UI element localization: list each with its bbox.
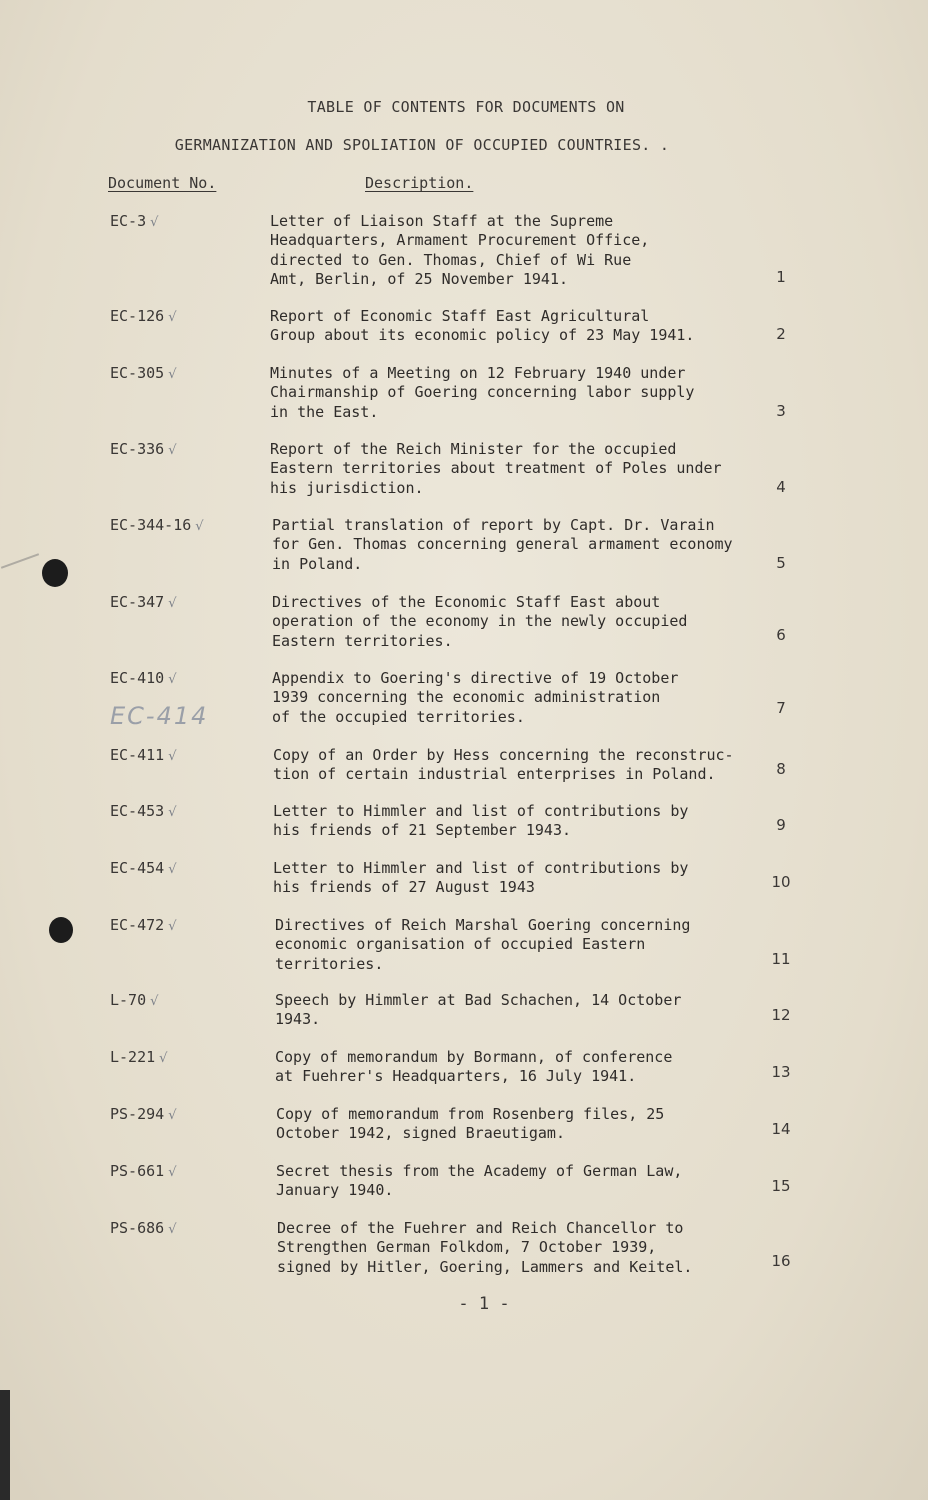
edge-mark: [1, 553, 39, 569]
entry-description: [270, 307, 770, 346]
document-number: EC-336 √: [110, 440, 177, 458]
description-line: his jurisdiction.: [270, 478, 424, 497]
document-number: PS-661 √: [110, 1162, 177, 1180]
entry-description: [273, 746, 773, 785]
checkmark-icon: √: [195, 519, 204, 534]
description-line: Amt, Berlin, of 25 November 1941.: [270, 269, 569, 288]
description-line: Letter to Himmler and list of contributions by: [273, 802, 689, 820]
description-line: Report of the Reich Minister for the occupied: [270, 440, 677, 458]
checkmark-icon: √: [150, 994, 159, 1009]
description-line: Headquarters, Armament Procurement Office,: [270, 231, 650, 250]
entry-description: [277, 1219, 777, 1277]
page-reference: 4: [776, 478, 786, 496]
entry-description: [276, 1105, 776, 1144]
description-line: 1939 concerning the economic administration: [272, 688, 661, 707]
description-line: Letter of Liaison Staff at the Supreme: [270, 212, 614, 230]
page-reference: 9: [776, 816, 786, 834]
checkmark-icon: √: [168, 1165, 177, 1180]
page-reference: 6: [776, 626, 786, 644]
description-line: Partial translation of report by Capt. Dr. Varain: [272, 516, 715, 534]
description-line: Letter to Himmler and list of contributions by: [273, 859, 689, 877]
document-number: L-221 √: [110, 1048, 168, 1066]
document-number: EC-411 √: [110, 746, 177, 764]
column-header-description: Description.: [365, 174, 474, 192]
description-line: Copy of an Order by Hess concerning the reconstruc-: [273, 746, 734, 764]
entry-description: [272, 669, 772, 727]
entry-description: [273, 859, 773, 898]
page-reference: 16: [771, 1252, 791, 1270]
checkmark-icon: √: [168, 1108, 177, 1123]
page-reference: 2: [776, 325, 786, 343]
document-number: EC-410 √: [110, 669, 177, 687]
description-line: in Poland.: [272, 554, 363, 573]
description-line: Chairmanship of Goering concerning labor supply: [270, 383, 695, 402]
checkmark-icon: √: [168, 596, 177, 611]
page-reference: 7: [776, 699, 786, 717]
description-line: Minutes of a Meeting on 12 February 1940 under: [270, 364, 686, 382]
entry-description: [276, 1162, 776, 1201]
checkmark-icon: √: [168, 367, 177, 382]
description-line: Decree of the Fuehrer and Reich Chancellor to: [277, 1219, 684, 1237]
checkmark-icon: √: [150, 215, 159, 230]
description-line: operation of the economy in the newly occupied: [272, 612, 688, 631]
page-reference: 10: [771, 873, 791, 891]
handwritten-note: EC-414: [110, 702, 209, 730]
document-number: EC-126 √: [110, 307, 177, 325]
checkmark-icon: √: [168, 443, 177, 458]
punch-hole: [42, 559, 68, 587]
description-line: Directives of Reich Marshal Goering concerning: [275, 916, 691, 934]
description-line: Appendix to Goering's directive of 19 October: [272, 669, 679, 687]
page-reference: 12: [771, 1006, 791, 1024]
entry-description: [275, 1048, 775, 1087]
description-line: in the East.: [270, 402, 379, 421]
page-reference: 3: [776, 402, 786, 420]
description-line: economic organisation of occupied Eastern: [275, 935, 646, 954]
description-line: Copy of memorandum by Bormann, of conference: [275, 1048, 673, 1066]
document-number: L-70 √: [110, 991, 159, 1009]
description-line: October 1942, signed Braeutigam.: [276, 1124, 565, 1143]
checkmark-icon: √: [168, 672, 177, 687]
page-reference: 14: [771, 1120, 791, 1138]
description-line: Secret thesis from the Academy of German Law,: [276, 1162, 683, 1180]
entry-description: [270, 212, 770, 289]
entry-description: [275, 916, 775, 974]
description-line: territories.: [275, 954, 384, 973]
description-line: for Gen. Thomas concerning general armament economy: [272, 535, 733, 554]
checkmark-icon: √: [168, 862, 177, 877]
page-reference: 1: [776, 268, 786, 286]
description-line: Group about its economic policy of 23 May 1941.: [270, 326, 695, 345]
column-header-document: Document No.: [108, 174, 217, 192]
description-line: Eastern territories about treatment of Poles under: [270, 459, 722, 478]
description-line: Strengthen German Folkdom, 7 October 1939,: [277, 1238, 657, 1257]
page-number-footer: - 1 -: [458, 1294, 510, 1314]
document-number: EC-347 √: [110, 593, 177, 611]
title-line-2: GERMANIZATION AND SPOLIATION OF OCCUPIED COUNTRIES. .: [174, 136, 670, 154]
document-number: PS-686 √: [110, 1219, 177, 1237]
checkmark-icon: √: [168, 310, 177, 325]
description-line: Eastern territories.: [272, 631, 453, 650]
document-number: EC-454 √: [110, 859, 177, 877]
entry-description: [273, 802, 773, 841]
description-line: Directives of the Economic Staff East about: [272, 593, 661, 611]
description-line: his friends of 27 August 1943: [273, 878, 535, 897]
description-line: directed to Gen. Thomas, Chief of Wi Rue: [270, 250, 632, 269]
entry-description: [275, 991, 775, 1030]
description-line: tion of certain industrial enterprises in Poland.: [273, 765, 716, 784]
page-reference: 8: [776, 760, 786, 778]
page-reference: 15: [771, 1177, 791, 1195]
document-number: EC-453 √: [110, 802, 177, 820]
page-reference: 11: [771, 950, 791, 968]
description-line: 1943.: [275, 1010, 321, 1029]
checkmark-icon: √: [168, 1222, 177, 1237]
title-line-1: TABLE OF CONTENTS FOR DOCUMENTS ON: [307, 98, 625, 116]
checkmark-icon: √: [168, 749, 177, 764]
entry-description: [272, 593, 772, 651]
entry-description: [272, 516, 772, 574]
description-line: Report of Economic Staff East Agricultural: [270, 307, 650, 325]
entry-description: [270, 364, 770, 422]
page-reference: 13: [771, 1063, 791, 1081]
description-line: Speech by Himmler at Bad Schachen, 14 October: [275, 991, 682, 1009]
entry-description: [270, 440, 770, 498]
description-line: Copy of memorandum from Rosenberg files, 25: [276, 1105, 665, 1123]
description-line: January 1940.: [276, 1181, 394, 1200]
binding-edge: [0, 1390, 10, 1500]
description-line: of the occupied territories.: [272, 707, 525, 726]
document-number: EC-3 √: [110, 212, 159, 230]
document-number: EC-305 √: [110, 364, 177, 382]
description-line: signed by Hitler, Goering, Lammers and Keitel.: [277, 1257, 693, 1276]
document-number: PS-294 √: [110, 1105, 177, 1123]
document-number: EC-472 √: [110, 916, 177, 934]
description-line: his friends of 21 September 1943.: [273, 821, 572, 840]
checkmark-icon: √: [168, 805, 177, 820]
page-reference: 5: [776, 554, 786, 572]
checkmark-icon: √: [168, 919, 177, 934]
punch-hole: [49, 917, 73, 943]
document-number: EC-344-16 √: [110, 516, 204, 534]
description-line: at Fuehrer's Headquarters, 16 July 1941.: [275, 1067, 637, 1086]
checkmark-icon: √: [159, 1051, 168, 1066]
